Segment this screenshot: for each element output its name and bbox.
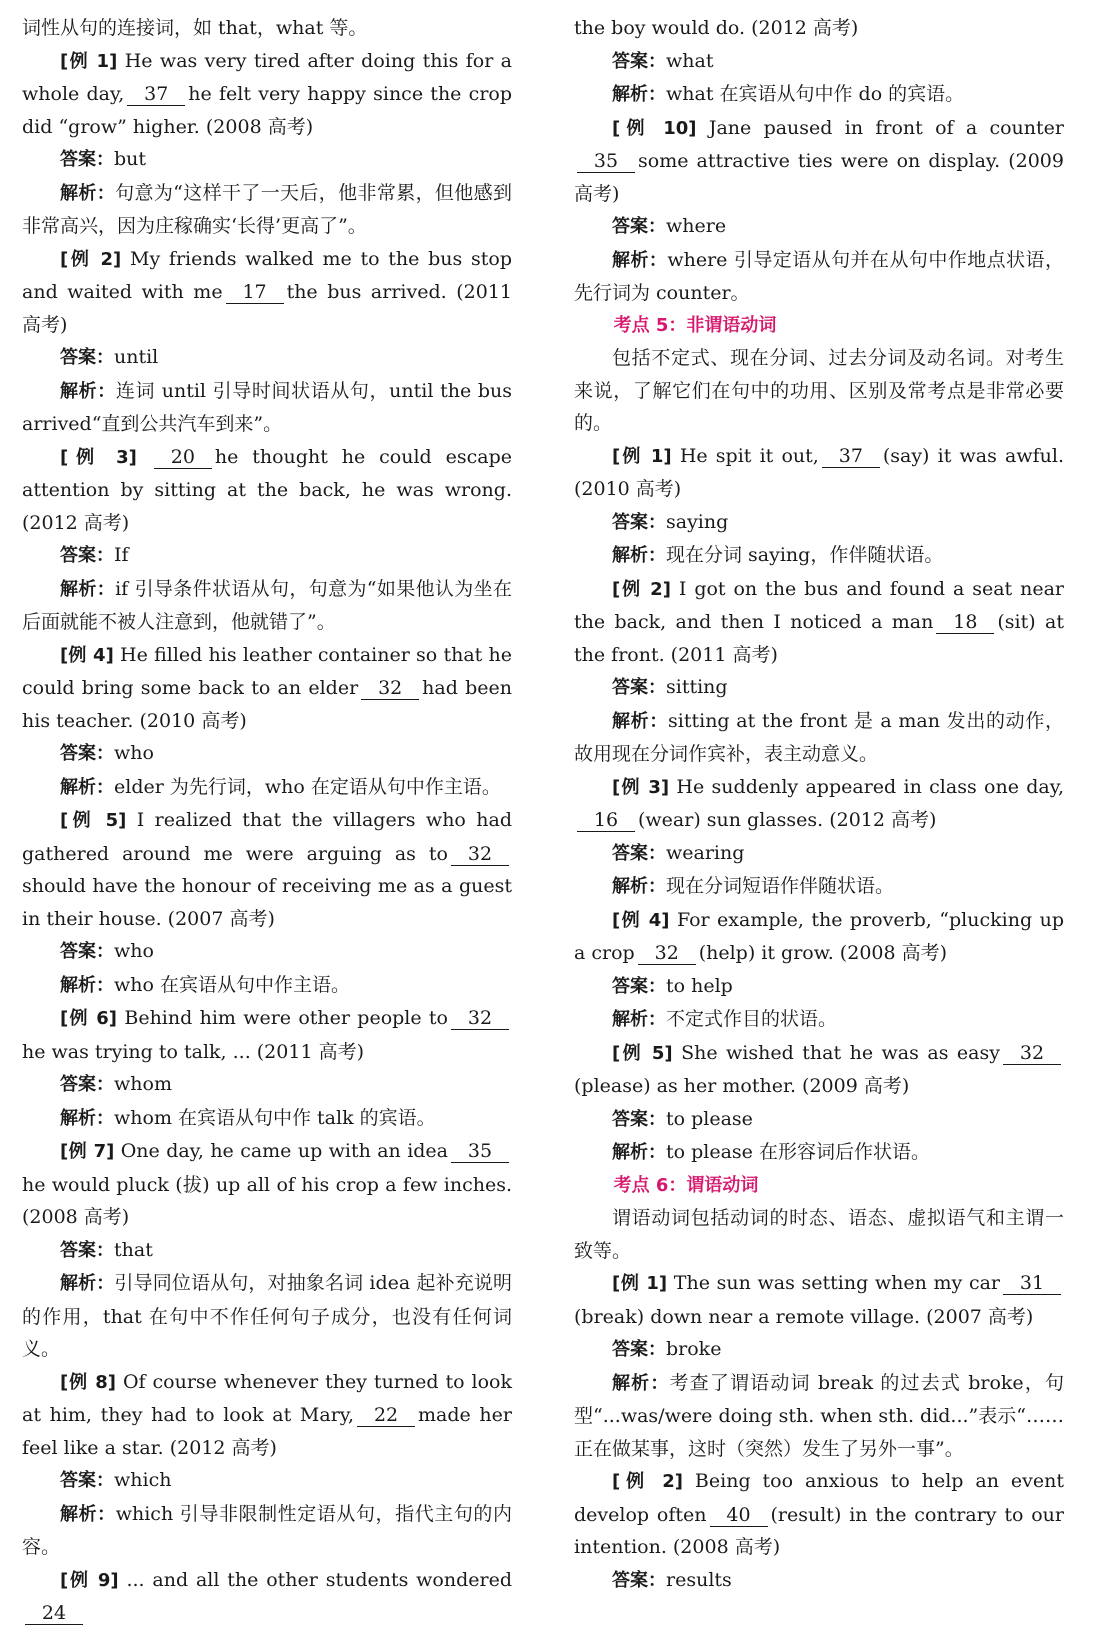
analysis-line [574,539,1064,573]
answer-line [574,837,1064,871]
analysis-line [22,573,512,639]
analysis-text: whom 在宾语从句中作 talk 的宾语。 [114,1106,436,1129]
answer-label: 答案： [60,941,114,962]
question-text-after: he felt very happy since the crop did “grow” higher. (2008 高考) [22,83,512,138]
answer-line [574,45,1064,79]
example-label: [例 5] [60,810,127,831]
answer-label: 答案： [612,1108,666,1130]
answer-text: wearing [666,841,745,864]
example-label: [例 1] [612,445,672,467]
question-text-before: He filled his leather container so that he could bring some back to an elder [22,643,512,699]
blank-number: 32 [1003,1042,1061,1065]
analysis-text: who 在宾语从句中作主语。 [114,973,350,996]
question-text-before: Behind him were other people to [124,1007,449,1029]
blank-number: 17 [226,281,284,304]
section-heading: 考点 6：谓语动词 [613,1174,759,1196]
question-text-before: He suddenly appeared in class one day, [676,775,1064,798]
answer-label: 答案： [612,1569,666,1591]
example-question [22,1366,512,1465]
analysis-line [574,705,1064,771]
answer-line [574,671,1064,705]
analysis-text: 引导同位语从句，对抽象名词 idea 起补充说明的作用，that 在句中不作任何句子成分，也没有任何词义。 [22,1272,512,1360]
answer-text: to please [666,1107,753,1130]
answer-line [22,1234,512,1268]
intro-paragraph: 谓语动词包括动词的时态、语态、虚拟语气和主谓一致等。 [574,1207,1064,1262]
question-text-after: had been his teacher. (2010 高考) [22,677,513,732]
question-text-before: The sun was setting when my car [673,1272,1001,1294]
analysis-label: 解析： [612,876,666,897]
blank-number: 37 [127,83,185,106]
question-text-after: (wear) sun glasses. (2012 高考) [638,809,937,831]
analysis-label: 解析： [612,710,669,732]
question-text-after: (say) it was awful. (2010 高考) [574,444,1064,500]
question-text-after: he would pluck (拔) up all of his crop a few inches. (2008 高考) [22,1173,512,1228]
analysis-label: 解析： [60,1503,116,1525]
answer-label: 答案： [60,545,114,566]
analysis-line [574,1367,1064,1466]
analysis-text: 考查了谓语动词 break 的过去式 broke，句型“...was/were doing sth. when sth. did...”表示“……正在做某事，这时（突然）发生了另外一事”。 [574,1371,1064,1460]
analysis-label: 解析： [60,974,114,996]
answer-label: 答案： [60,149,114,170]
blank-number: 16 [577,809,635,832]
answer-label: 答案： [612,216,666,237]
left-column [22,12,512,1630]
blank-number: 22 [357,1404,415,1427]
example-label: [例 3] [60,446,137,468]
question-text-after: he was trying to talk, ... (2011 高考) [22,1040,364,1063]
analysis-text: 句意为“这样干了一天后，他非常累，但他感到非常高兴，因为庄稼确实‘长得’更高了”。 [22,181,513,237]
blank-number: 32 [451,1007,509,1030]
analysis-label: 解析： [612,1142,666,1163]
text-line: the boy would do. (2012 高考) [574,17,859,39]
question-text-before: For example, the proverb, “plucking up a crop [574,908,1064,964]
example-label: [例 4] [612,909,670,931]
question-text-after: the bus arrived. (2011 高考) [22,281,512,336]
answer-text: whom [114,1073,172,1095]
answer-label: 答案： [612,511,666,533]
blank-number: 35 [577,150,635,173]
analysis-text: 现在分词 saying，作伴随状语。 [666,544,944,566]
analysis-line [22,1267,512,1366]
example-question [22,639,512,738]
blank-number: 32 [361,677,419,700]
analysis-text: 现在分词短语作伴随状语。 [666,875,895,897]
question-text-after: (break) down near a remote village. (2007 高考) [574,1305,1034,1328]
analysis-label: 解析： [60,776,114,798]
example-question [574,112,1064,211]
example-question [574,771,1064,837]
question-text-before: Jane paused in front of a counter [708,116,1064,139]
answer-text: results [666,1568,732,1591]
example-label: [例 4] [60,644,114,666]
example-question [22,1135,512,1234]
question-text-after: (please) as her mother. (2009 高考) [574,1075,910,1097]
answer-label: 答案： [612,50,666,72]
example-question [22,441,512,540]
example-label: [例 2] [612,578,671,600]
example-label: [例 7] [60,1141,115,1162]
answer-line [22,143,512,177]
question-text-before: I realized that the villagers who had gathered around me were arguing as to [22,809,512,865]
analysis-line [574,78,1064,112]
question-text-after: made her feel like a star. (2012 高考) [22,1404,512,1459]
blank-number: 37 [822,445,880,468]
example-question [22,45,512,144]
answer-text: that [114,1238,153,1261]
intro-paragraph: 包括不定式、现在分词、过去分词及动名词。对考生来说，了解它们在句中的功用、区别及常考点是非常必要的。 [574,347,1064,434]
analysis-text: if 引导条件状语从句，句意为“如果他认为坐在后面就能不被人注意到，他就错了”。 [22,577,512,633]
question-text-before: I got on the bus and found a seat near the back, and then I noticed a man [574,577,1064,633]
example-label: [例 2] [60,248,122,270]
answer-text: to help [666,974,733,997]
analysis-line [574,870,1064,904]
question-text-before: He was very tired after doing this for a whole day, [22,49,512,105]
analysis-line [574,1003,1064,1037]
question-text-before: One day, he came up with an idea [120,1140,449,1162]
analysis-text: sitting at the front 是 a man 发出的动作，故用现在分词作宾补，表主动意义。 [574,709,1065,765]
example-question [22,1002,512,1068]
answer-text: until [114,346,159,368]
question-text-after: should have the honour of receiving me as a guest in their house. (2007 高考) [22,875,512,930]
blank-number: 20 [154,446,212,469]
answer-text: which [114,1469,172,1491]
example-question [22,1564,512,1630]
example-label: [例 5] [612,1042,673,1064]
analysis-text: elder 为先行词，who 在定语从句中作主语。 [114,775,501,798]
answer-line [22,737,512,771]
answer-line [574,1564,1064,1598]
example-label: [例 3] [612,776,670,798]
answer-label: 答案： [612,1339,666,1360]
answer-text: saying [666,510,729,533]
answer-text: but [114,148,147,170]
blank-number: 31 [1003,1272,1061,1295]
blank-number: 35 [451,1140,509,1163]
question-text-before: ... and all the other students wondered [126,1568,513,1591]
analysis-text: which 引导非限制性定语从句，指代主句的内容。 [22,1502,513,1558]
analysis-line [22,771,512,805]
question-text-before: He spit it out, [679,444,819,467]
analysis-line [22,969,512,1003]
question-text-before: My friends walked me to the bus stop and waited with me [22,247,512,303]
section-heading: 考点 5：非谓语动词 [613,314,777,336]
analysis-label: 解析： [60,578,116,600]
example-label: [例 2] [612,1471,683,1492]
analysis-line [574,244,1064,310]
answer-label: 答案： [60,1470,114,1491]
analysis-label: 解析： [60,1273,115,1294]
answer-label: 答案： [60,1074,114,1095]
example-question [574,904,1064,970]
analysis-line [22,375,512,441]
answer-text: If [114,544,129,566]
answer-line [574,1333,1064,1367]
question-text-after: (result) in the contrary to our intention. (2008 高考) [574,1503,1064,1558]
question-text-after: (help) it grow. (2008 高考) [698,942,948,964]
question-text-before: Being too anxious to help an event develop often [574,1470,1065,1526]
right-column [574,12,1064,1597]
answer-line [22,1464,512,1498]
example-label: [例 8] [60,1371,116,1393]
answer-label: 答案： [612,842,666,864]
answer-line [22,341,512,375]
answer-text: who [114,940,154,962]
answer-label: 答案： [60,1239,114,1261]
analysis-label: 解析： [612,545,666,566]
question-text-before: Of course whenever they turned to look at him, they had to look at Mary, [22,1370,512,1426]
analysis-label: 解析： [612,1372,670,1394]
text-line: 词性从句的连接词，如 that，what 等。 [22,17,368,39]
blank-number: 24 [25,1602,83,1625]
example-question [574,440,1064,506]
answer-label: 答案： [60,347,114,368]
answer-line [574,210,1064,244]
example-question [574,1037,1064,1103]
analysis-text: where 引导定语从句并在从句中作地点状语，先行词为 counter。 [574,248,1064,304]
example-label: [例 9] [60,1569,119,1591]
answer-text: what [666,49,714,72]
analysis-line [22,1102,512,1136]
example-label: [例 1] [612,1273,668,1294]
answer-text: broke [666,1338,722,1360]
example-label: [例 10] [612,117,697,139]
answer-line [22,539,512,573]
answer-line [574,506,1064,540]
example-question [574,1465,1064,1564]
blank-number: 18 [936,611,994,634]
answer-label: 答案： [612,975,666,997]
example-label: [例 1] [60,50,118,72]
analysis-line [574,1136,1064,1170]
analysis-text: 连词 until 引导时间状语从句，until the bus arrived“直到公共汽车到来”。 [22,379,512,435]
answer-line [22,1068,512,1102]
analysis-label: 解析： [60,1107,114,1129]
example-label: [例 6] [60,1008,118,1029]
analysis-line [22,1498,512,1564]
answer-line [574,970,1064,1004]
question-text-after: some attractive ties were on display. (2009 高考) [574,150,1064,205]
answer-text: where [666,215,727,237]
analysis-text: 不定式作目的状语。 [666,1008,838,1030]
example-question [22,243,512,342]
blank-number: 40 [710,1504,768,1527]
question-text-before: She wished that he was as easy [681,1041,1000,1064]
analysis-label: 解析： [612,1009,666,1030]
analysis-label: 解析： [612,249,668,271]
answer-text: sitting [666,676,728,698]
analysis-label: 解析： [60,182,116,204]
example-question [574,573,1064,672]
answer-line [574,1103,1064,1137]
question-text-after: (sit) at the front. (2011 高考) [574,611,1064,666]
answer-text: who [114,742,154,764]
answer-label: 答案： [612,677,666,698]
example-question [574,1267,1064,1333]
analysis-text: to please 在形容词后作状语。 [666,1141,930,1163]
analysis-line [22,177,512,243]
analysis-label: 解析： [60,380,116,402]
analysis-text: what 在宾语从句中作 do 的宾语。 [666,83,965,105]
blank-number: 32 [638,942,696,965]
answer-label: 答案： [60,743,114,764]
analysis-label: 解析： [612,84,666,105]
question-text-after: he thought he could escape attention by sitting at the back, he was wrong. (2012 高考) [22,445,513,534]
answer-line [22,935,512,969]
example-question [22,804,512,935]
blank-number: 32 [451,843,509,866]
